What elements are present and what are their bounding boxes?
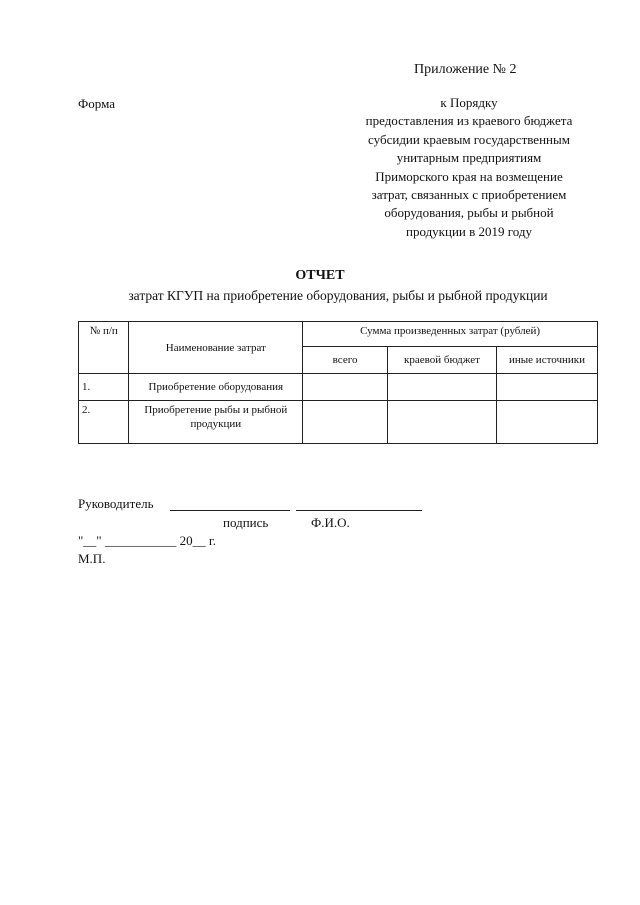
stamp-label: М.П. bbox=[78, 551, 106, 566]
row-total-cell[interactable] bbox=[303, 374, 388, 401]
fio-caption: Ф.И.О. bbox=[311, 515, 350, 530]
row-expense-name: Приобретение оборудования bbox=[129, 374, 303, 401]
head-label: Руководитель bbox=[78, 496, 154, 511]
row-expense-name: Приобретение рыбы и рыбной продукции bbox=[129, 401, 303, 444]
expense-table bbox=[78, 321, 598, 444]
report-title: ОТЧЕТ bbox=[295, 268, 345, 283]
row-number: 1. bbox=[79, 374, 129, 401]
order-line: оборудования, рыбы и рыбной bbox=[384, 205, 554, 221]
row-other-cell[interactable] bbox=[497, 374, 598, 401]
date-line: "__" ___________ 20__ г. bbox=[78, 533, 216, 548]
order-line: Приморского края на возмещение bbox=[375, 168, 563, 184]
row-total-cell[interactable] bbox=[303, 401, 388, 444]
row-number: 2. bbox=[79, 401, 129, 444]
order-reference bbox=[338, 94, 600, 241]
header-expense-name: Наименование затрат bbox=[129, 322, 303, 374]
signature-caption: подпись bbox=[223, 515, 269, 530]
order-line: затрат, связанных с приобретением bbox=[371, 187, 567, 203]
row-regional-cell[interactable] bbox=[387, 401, 496, 444]
order-line: к Порядку bbox=[440, 95, 498, 110]
row-other-cell[interactable] bbox=[497, 401, 598, 444]
order-line: унитарным предприятиям bbox=[396, 150, 542, 166]
order-line: субсидии краевым государственным bbox=[368, 131, 570, 147]
fio-line[interactable] bbox=[296, 496, 422, 511]
table-header-row bbox=[79, 322, 598, 347]
header-sum-group: Сумма произведенных затрат (рублей) bbox=[303, 322, 598, 347]
report-subtitle: затрат КГУП на приобретение оборудования, рыбы и рыбной продукции bbox=[128, 288, 548, 303]
signature-line[interactable] bbox=[170, 496, 290, 511]
table-row bbox=[79, 401, 598, 444]
header-number: № п/п bbox=[79, 322, 129, 374]
order-line: продукции в 2019 году bbox=[405, 223, 533, 239]
form-label: Форма bbox=[78, 96, 115, 111]
row-regional-cell[interactable] bbox=[387, 374, 496, 401]
order-line: предоставления из краевого бюджета bbox=[365, 113, 573, 129]
header-other-sources: иные источники bbox=[497, 347, 598, 374]
header-regional-budget: краевой бюджет bbox=[387, 347, 496, 374]
appendix-number: Приложение № 2 bbox=[414, 62, 517, 77]
table-row bbox=[79, 374, 598, 401]
header-total: всего bbox=[303, 347, 388, 374]
